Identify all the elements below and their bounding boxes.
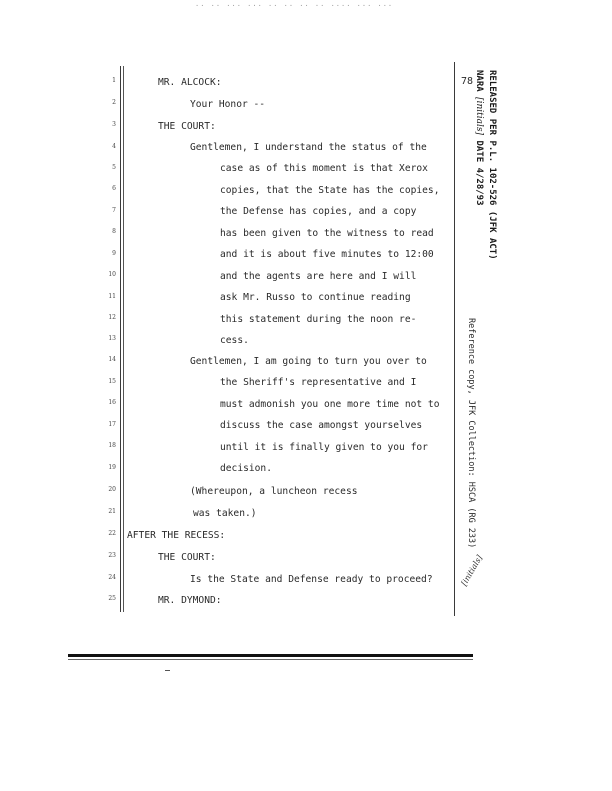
line-number: 22 xyxy=(108,530,116,537)
line-number: 19 xyxy=(108,464,116,471)
transcript-line: Gentlemen, I am going to turn you over to xyxy=(190,356,427,367)
line-number: 2 xyxy=(112,99,116,106)
transcript-line: Is the State and Defense ready to proceed? xyxy=(190,574,433,585)
line-number: 14 xyxy=(108,356,116,363)
transcript-line: and it is about five minutes to 12:00 xyxy=(220,249,434,260)
transcript-line: decision. xyxy=(220,463,272,474)
transcript-line: the Defense has copies, and a copy xyxy=(220,206,417,217)
transcript-line: (Whereupon, a luncheon recess xyxy=(190,486,358,497)
release-stamp-line2 xyxy=(472,70,485,260)
line-number: 11 xyxy=(108,293,116,300)
line-number: 13 xyxy=(108,335,116,342)
transcript-line: the Sheriff's representative and I xyxy=(220,377,417,388)
line-number: 4 xyxy=(112,143,116,150)
bottom-mark xyxy=(165,670,170,671)
transcript-line: until it is finally given to you for xyxy=(220,442,428,453)
transcript-line: Gentlemen, I understand the status of the xyxy=(190,142,427,153)
release-stamp-date-value: 4/28/93 xyxy=(474,167,484,206)
line-number: 15 xyxy=(108,378,116,385)
line-number: 24 xyxy=(108,574,116,581)
speaker-label: THE COURT: xyxy=(158,552,216,563)
transcript-line: must admonish you one more time not to xyxy=(220,399,440,410)
transcript-line: this statement during the noon re- xyxy=(220,314,417,325)
left-margin-rule-inner xyxy=(123,66,124,612)
right-margin-rule xyxy=(454,62,455,616)
speaker-label: MR. ALCOCK: xyxy=(158,77,222,88)
margin-initials: [initials] xyxy=(459,553,485,588)
release-stamp-nara: NARA xyxy=(474,70,484,92)
line-number: 7 xyxy=(112,207,116,214)
line-number: 9 xyxy=(112,250,116,257)
speaker-label: MR. DYMOND: xyxy=(158,595,222,606)
left-margin-rule xyxy=(120,66,121,612)
speaker-label: THE COURT: xyxy=(158,121,216,132)
line-number: 10 xyxy=(108,271,116,278)
line-number: 5 xyxy=(112,164,116,171)
line-number: 25 xyxy=(108,595,116,602)
bottom-rule-thin xyxy=(68,659,473,660)
line-number: 21 xyxy=(108,508,116,515)
reference-copy-note: Reference copy, JFK Collection: HSCA (RG 233) xyxy=(466,318,476,549)
line-number: 3 xyxy=(112,121,116,128)
transcript-line: copies, that the State has the copies, xyxy=(220,185,440,196)
transcript-line: has been given to the witness to read xyxy=(220,228,434,239)
line-number: 6 xyxy=(112,185,116,192)
bottom-rule xyxy=(68,654,473,657)
page-number: 78 xyxy=(461,76,474,87)
transcript-line: Your Honor -- xyxy=(190,99,266,110)
transcript-line: and the agents are here and I will xyxy=(220,271,417,282)
line-number: 12 xyxy=(108,314,116,321)
release-stamp xyxy=(472,70,498,260)
line-number: 1 xyxy=(112,77,116,84)
transcript-line: case as of this moment is that Xerox xyxy=(220,163,428,174)
line-number: 17 xyxy=(108,421,116,428)
transcript-line: ask Mr. Russo to continue reading xyxy=(220,292,411,303)
transcript-line: discuss the case amongst yourselves xyxy=(220,420,423,431)
line-number: 18 xyxy=(108,442,116,449)
release-stamp-signature: [initials] xyxy=(474,97,484,136)
section-heading: AFTER THE RECESS: xyxy=(127,530,226,541)
transcript-line: was taken.) xyxy=(193,508,257,519)
release-stamp-line1: RELEASED PER P.L. 102-526 (JFK ACT) xyxy=(487,70,497,260)
line-number: 8 xyxy=(112,228,116,235)
top-smudge-text: ·· ·· ··· ··· ·· ·· ·· ·· ···· ··· ··· xyxy=(195,2,394,10)
transcript-line: cess. xyxy=(220,335,249,346)
line-number: 20 xyxy=(108,486,116,493)
line-number: 23 xyxy=(108,552,116,559)
line-number: 16 xyxy=(108,399,116,406)
release-stamp-date-label: DATE xyxy=(474,140,484,163)
